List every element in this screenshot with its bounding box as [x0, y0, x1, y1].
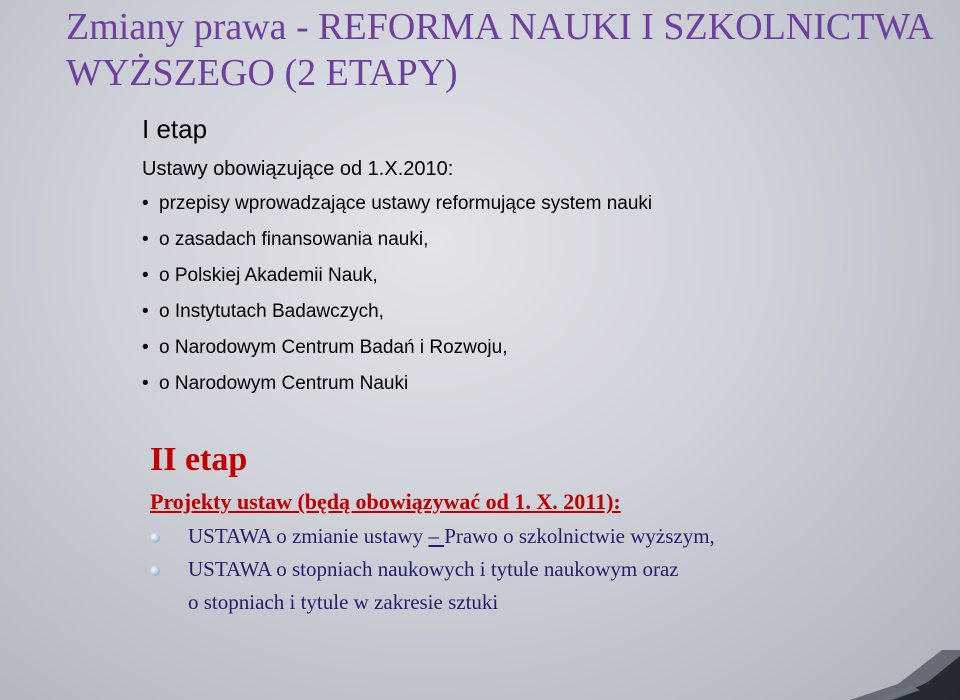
bullet-icon: • [142, 373, 149, 394]
list-item-text: o Narodowym Centrum Badań i Rozwoju, [159, 337, 508, 358]
list-item-rest: Prawo o szkolnictwie wyższym, [444, 524, 715, 548]
bullet-icon: • [142, 337, 149, 358]
stage-two-list [150, 520, 950, 619]
stage-one-section [142, 112, 942, 407]
list-item [142, 227, 942, 263]
list-item [142, 299, 942, 335]
stage-one-subheading: Ustawy obowiązujące od 1.X.2010: [142, 158, 454, 180]
stage-two-heading: II etap [150, 441, 248, 478]
list-item-dash: – [428, 524, 445, 548]
stage-two-section [150, 440, 950, 619]
stage-one-list [142, 191, 942, 407]
list-item-line-1: USTAWA o stopniach naukowych i tytule naukowym oraz [188, 557, 679, 581]
bullet-icon [150, 566, 160, 576]
list-item-text: o zasadach finansowania nauki, [159, 229, 429, 250]
bullet-icon: • [142, 229, 149, 250]
corner-decoration [850, 650, 960, 700]
stage-one-heading: I etap [142, 114, 208, 144]
list-item [142, 191, 942, 227]
slide-title: Zmiany prawa - REFORMA NAUKI I SZKOLNICTWA WYŻSZEGO (2 ETAPY) [66, 6, 932, 94]
stage-two-subheading: Projekty ustaw (będą obowiązywać od 1. X. 2011): [150, 489, 621, 514]
list-item-text: przepisy wprowadzające ustawy reformujące system nauki [159, 193, 653, 214]
list-item-line-2: o stopniach i tytule w zakresie sztuki [188, 590, 499, 614]
bullet-icon: • [142, 301, 149, 322]
list-item [142, 371, 942, 407]
bullet-icon: • [142, 193, 149, 214]
bullet-icon: • [142, 265, 149, 286]
list-item [142, 335, 942, 371]
list-item [150, 520, 950, 553]
list-item-text: o Polskiej Akademii Nauk, [159, 265, 378, 286]
list-item-text: o Instytutach Badawczych, [159, 301, 384, 322]
list-item-text: o Narodowym Centrum Nauki [159, 373, 409, 394]
list-item [142, 263, 942, 299]
bullet-icon [150, 533, 160, 543]
list-item-lead: USTAWA o zmianie ustawy [188, 524, 429, 548]
list-item [150, 553, 950, 619]
